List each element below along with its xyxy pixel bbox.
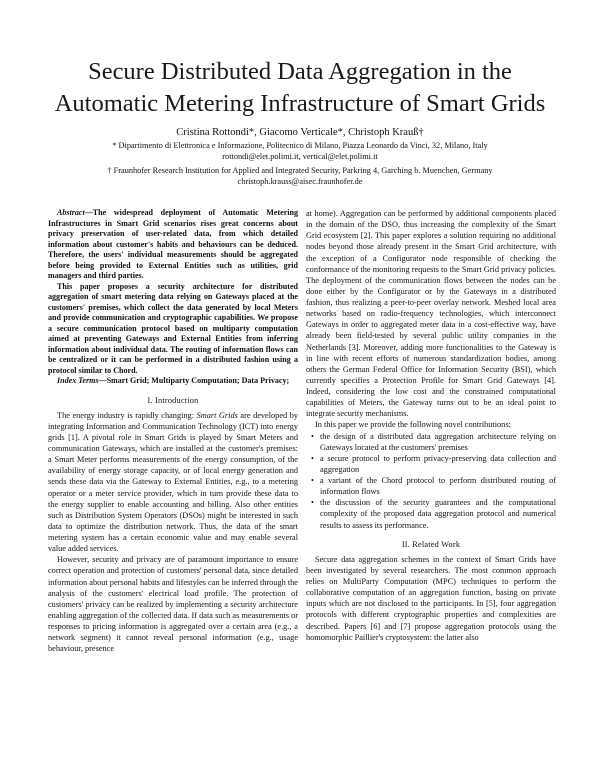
paper-title: Secure Distributed Data Aggregation in the Automatic Metering Infrastructure of Smart Grids <box>54 58 546 117</box>
list-item: • the discussion of the security guarantees and the computational complexity of the proposed data aggregation protocol and numerical results to assess its performance. <box>320 497 556 530</box>
affiliation-2-email: christoph.krauss@aisec.fraunhofer.de <box>237 177 363 186</box>
intro-paragraph-1-emphasis: Smart Grids <box>196 410 238 420</box>
intro-paragraph-1-rest: are developed by integrating Information and Communication Technology (ICT) into energy grids [1]. A pivotal role in Smart Grids is played by Smart Meters and communication Gateways, which are installed at the customer's premises: a Smart Meter performs measurements of the energy consumption, of the availability of energy storage capacity, or of local energy generation and sends these data via the Gateway to External Entities, e.g., to a metering operator or a meter service provider, which in turn provide these data to the energy supplier to enable accounting and billing. Also other entities such as Distribution System Operators (DSOs) might be interested in such data to optimize the distribution network. Thus, the data of the smart metering system has a certain economic value and may enable several value added services. <box>48 410 299 554</box>
affiliation-1-email: rottondi@elet.polimi.it, vertical@elet.polimi.it <box>222 152 378 161</box>
related-paragraph-1: Secure data aggregation schemes in the context of Smart Grids have been investigated by several researchers. The most common approach relies on MultiParty Computation (MPC) techniques to perform the collaborative computation of an aggregation function, basing on private inputs which are not disclosed to the participants. In [5], four aggregation protocols with different cryptographic properties and complexities are described. Papers [6] and [7] propose aggregation protocols using the homomorphic Paillier's cryptosystem: the latter also <box>306 554 556 642</box>
left-column <box>48 208 298 654</box>
abstract-paragraph-2: This paper proposes a security architecture for distributed aggregation of smart metering data relying on Gateways placed at the customers' premises, which collect the data generated by local Meters and provide communication and cryptographic capabilities. We propose a secure communication protocol based on multiparty computation aimed at preventing Gateways and External Entities from inferring information about individual data. The routing of information flows can be centralized or it can be performed in a distributed fashion using a protocol similar to Chord. <box>48 281 298 375</box>
list-item: • a variant of the Chord protocol to perform distributed routing of information flows <box>320 475 556 497</box>
contributions-list <box>306 431 556 531</box>
affiliation-2-address: † Fraunhofer Research Institution for Applied and Integrated Security, Parkring 4, Garching b. Muenchen, Germany <box>107 166 493 175</box>
abstract-text-1: —The widespread deployment of Automatic Metering Infrastructures in Smart Grid scenarios rises great concerns about privacy preservation of user-related data, from which detailed information about customer's habits and behaviours can be deduced. Therefore, the users' individual measurements should be aggregated before being provided to External Entities such as utilities, grid managers and third parties. <box>48 208 298 280</box>
affiliation-1 <box>40 140 560 162</box>
index-terms <box>48 376 298 387</box>
list-item: • the design of a distributed data aggregation architecture relying on Gateways located at the customers' premises <box>320 431 556 453</box>
intro-paragraph-2: However, security and privacy are of paramount importance to ensure correct operation and protection of customers' personal data, since detailed information about personal habits and lifestyles can be inferred through the analysis of the customers' electrical load profile. The protection of customers' privacy can be realized by implementing a security architecture enabling aggregation of the collected data. If data such as measurements or responses to pricing information is aggregated over a certain area (e.g., a network segment) it cannot reveal personal information (e.g., usage behaviour, presence <box>48 555 298 654</box>
right-column <box>306 208 556 643</box>
intro-paragraph-1-start: The energy industry is rapidly changing: <box>57 410 197 420</box>
affiliation-1-address: * Dipartimento di Elettronica e Informazione, Politecnico di Milano, Piazza Leonardo da Vinci, 32, Milano, Italy <box>112 141 488 150</box>
intro-paragraph-1 <box>48 410 298 555</box>
abstract-paragraph-1 <box>48 208 298 282</box>
author-list: Cristina Rottondi*, Giacomo Verticale*, Christoph Krauß† <box>176 127 424 138</box>
affiliation-2 <box>40 165 560 187</box>
index-terms-label: Index Terms <box>57 376 99 385</box>
list-item: • a secure protocol to perform privacy-preserving data collection and aggregation <box>320 453 556 475</box>
intro-paragraph-3: at home). Aggregation can be performed by additional components placed in the domain of the DSO, thus increasing the complexity of the Smart Grid ecosystem [2]. This paper explores a solution requiring no additional nodes beyond those already present in the Smart Grid architecture, with the exception of a Configurator node responsible of checking the conformance of the monitoring requests to the Smart Grid privacy policies. The deployment of the communication flows between the nodes can be done either by the Configurator or by the Gateways in a distributed fashion, thus realizing a peer-to-peer overlay network. Meshed local area networks based on radio-frequency technologies, which interconnect Gateways in order to aggregated meter data in a cost-effective way, have already been field-tested by several public utility companies in the Netherlands [3]. Moreover, adding more functionalities to the Gateway is in line with recent efforts of numerous standardization bodies, among others the German Federal Office for Information Security (BSI), which currently specifies a Protection Profile for Smart Grid Gateways [4]. Indeed, considering the low cost and the constrained computational capabilities of Meters, the Gateway turns out to be an ideal point to integrate security mechanisms. <box>306 209 556 419</box>
contributions-intro: In this paper we provide the following novel contributions: <box>315 420 511 430</box>
index-terms-text: —Smart Grid; Multiparty Computation; Data Privacy; <box>98 376 290 385</box>
section-heading-introduction: I. Introduction <box>147 395 199 405</box>
section-heading-related-work: II. Related Work <box>401 539 461 549</box>
abstract-label: Abstract <box>57 208 85 217</box>
